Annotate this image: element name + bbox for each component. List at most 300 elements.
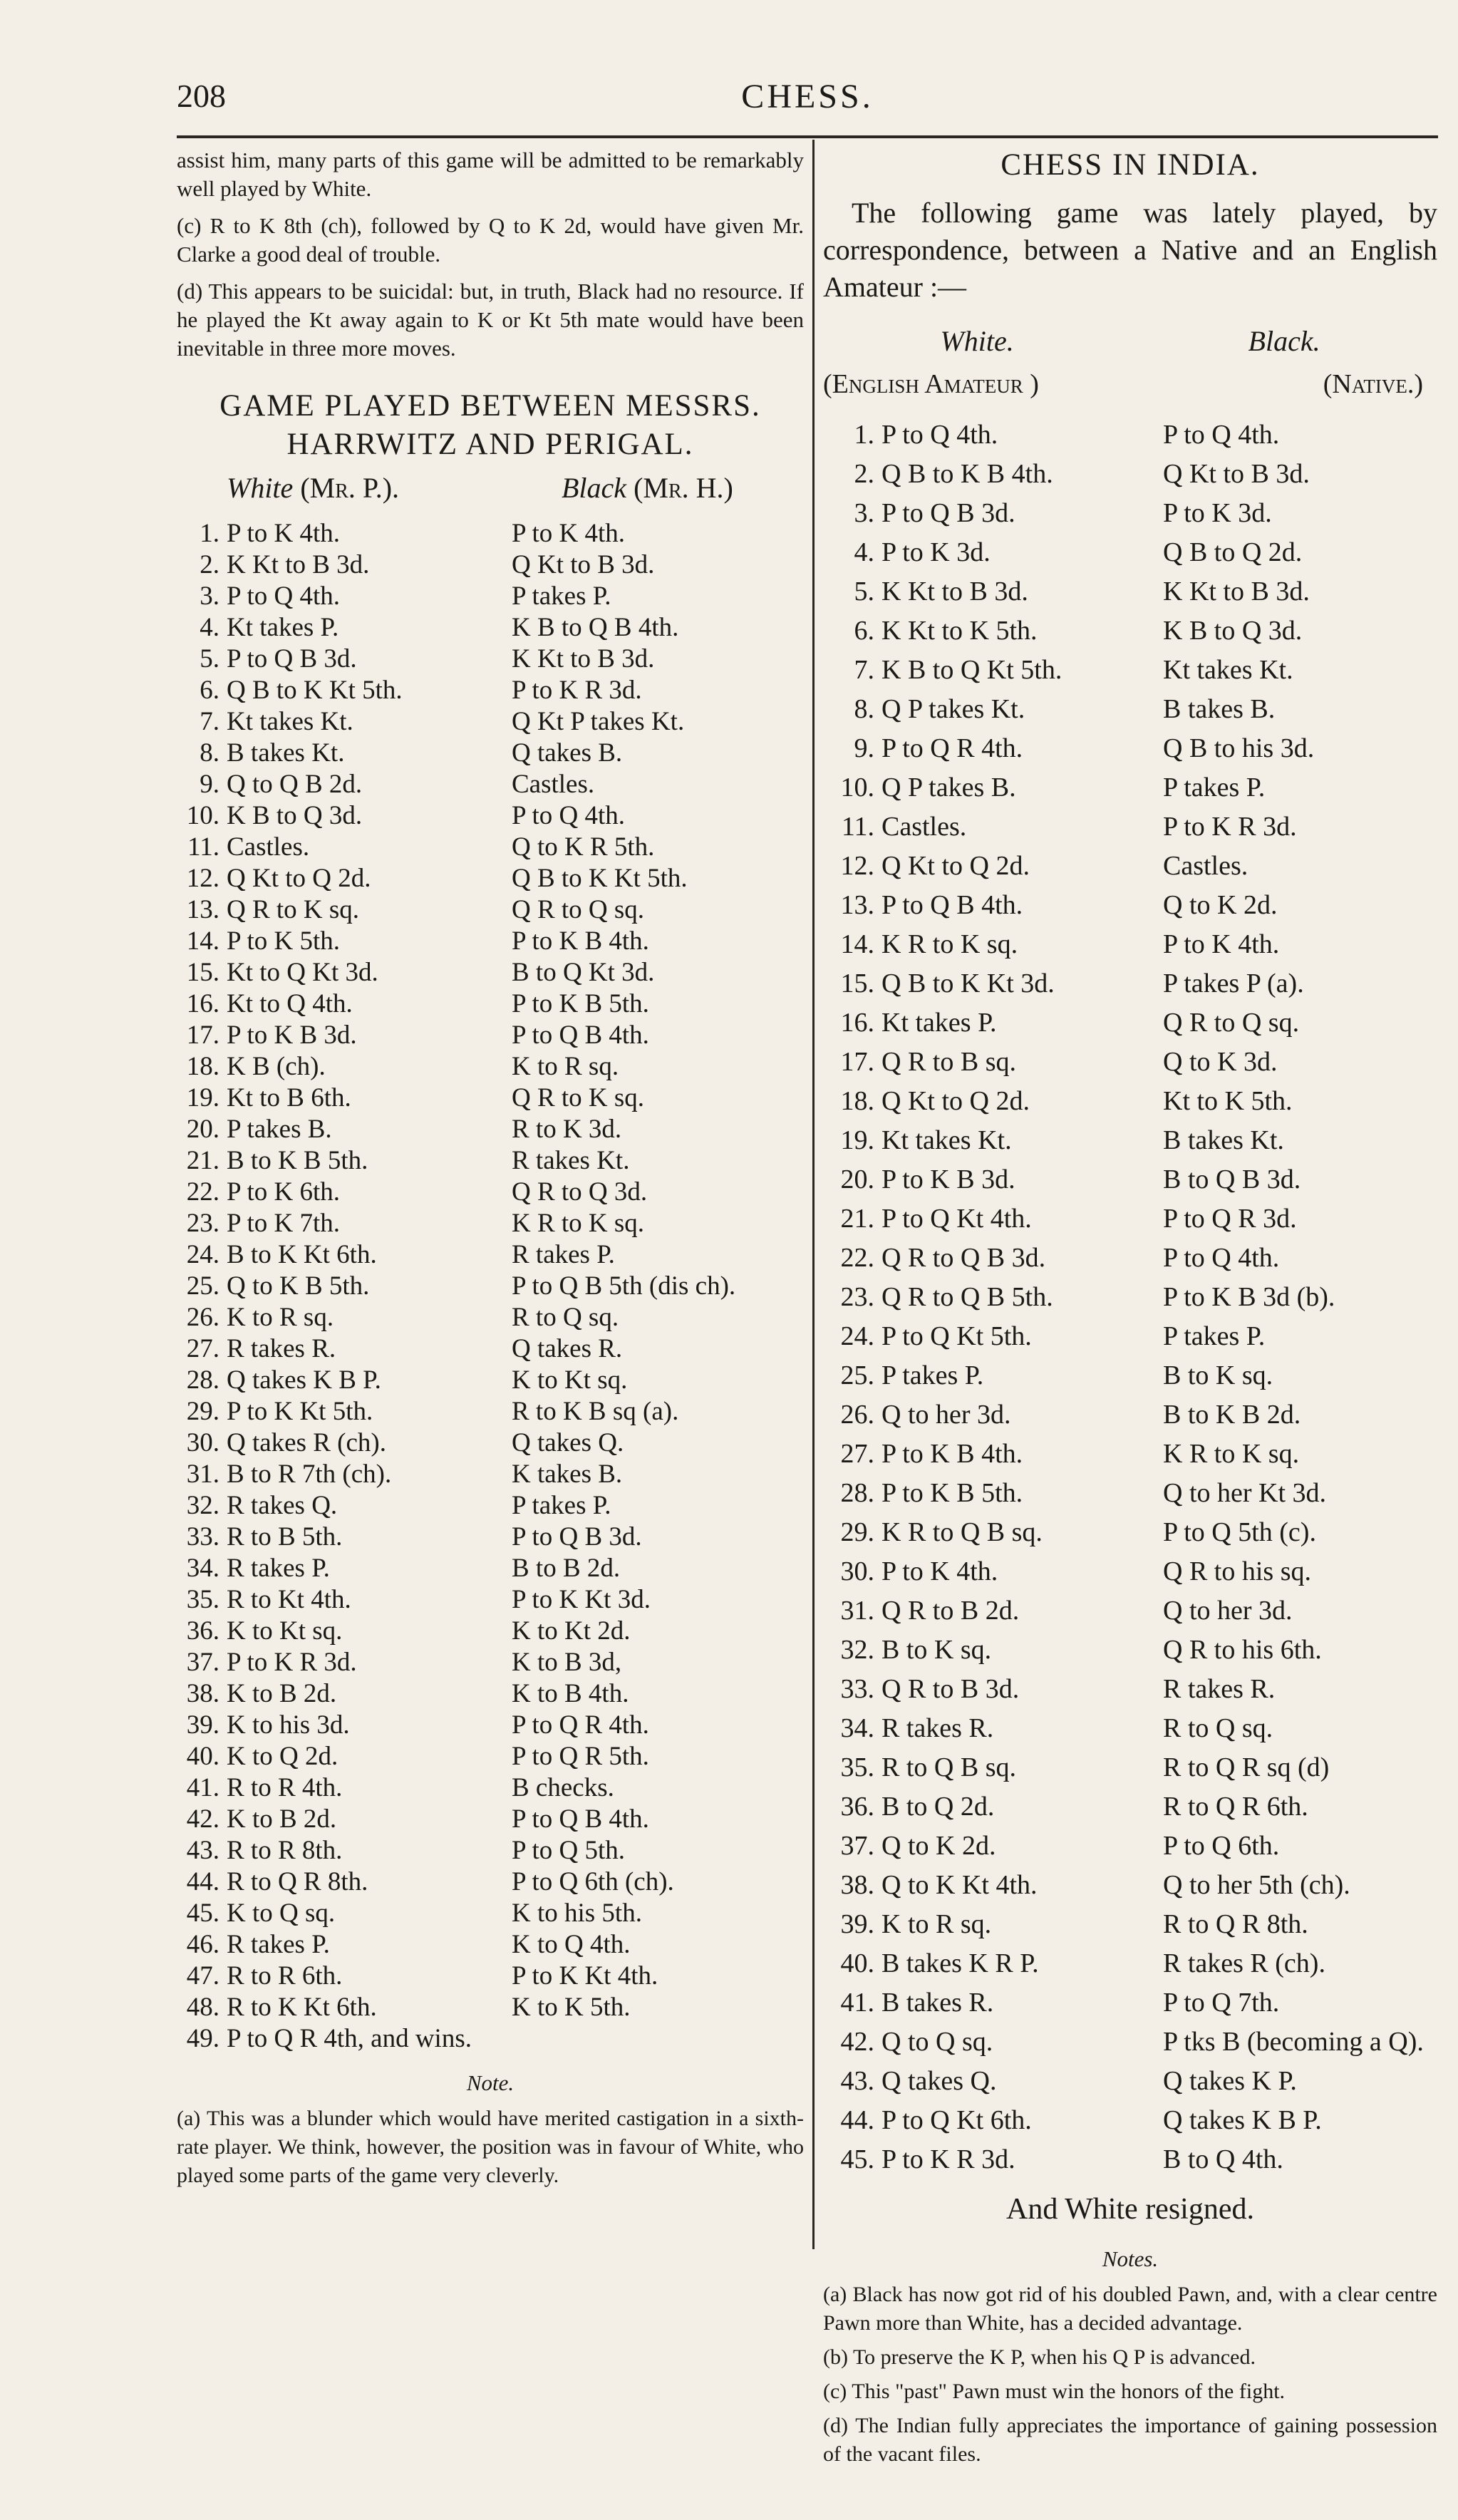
black-move: R to Q sq. <box>512 1303 619 1332</box>
move-number: 18. <box>840 1086 874 1116</box>
black-move: P to K R 3d. <box>1163 812 1297 842</box>
white-move: Q Kt to Q 2d. <box>881 851 1030 881</box>
white-move: Kt to Q Kt 3d. <box>227 958 378 987</box>
note-b: (b) To preserve the K P, when his Q P is advanced. <box>823 2345 1256 2369</box>
move-row <box>823 1003 1437 1043</box>
move-row <box>177 1396 804 1427</box>
white-move: Castles. <box>881 812 967 842</box>
move-number: 43. <box>840 2066 874 2096</box>
move-number: 22. <box>186 1177 219 1207</box>
move-number: 11. <box>187 832 219 862</box>
white-move: R takes P. <box>227 1930 330 1959</box>
move-row <box>177 863 804 894</box>
black-move: P to Q R 3d. <box>1163 1204 1297 1234</box>
move-number: 3. <box>854 498 874 528</box>
move-number: 17. <box>186 1021 219 1050</box>
white-move: Kt takes P. <box>227 613 339 642</box>
move-number: 40. <box>840 1948 874 1978</box>
move-row <box>823 1709 1437 1748</box>
black-move: K R to K sq. <box>512 1209 645 1238</box>
white-move: Q takes K B P. <box>227 1365 381 1395</box>
note-a: (a) Black has now got rid of his doubled Pawn, and, with a clear centre Pawn more than White, has a decided advantage. <box>823 2283 1437 2335</box>
move-row <box>177 549 804 581</box>
page-number: 208 <box>177 78 226 114</box>
white-move: B takes K R P. <box>881 1948 1039 1978</box>
move-number: 4. <box>200 613 219 642</box>
black-move: Q to K 2d. <box>1163 890 1278 920</box>
move-row <box>177 1992 804 2023</box>
move-number: 28. <box>840 1478 874 1508</box>
move-number: 16. <box>186 989 219 1018</box>
final-move-row <box>177 2023 804 2055</box>
move-number: 31. <box>840 1596 874 1626</box>
black-move: K to R sq. <box>512 1052 619 1081</box>
black-move: B to K B 2d. <box>1163 1400 1301 1430</box>
move-number: 42. <box>186 1804 219 1834</box>
black-move: P to K 3d. <box>1163 498 1272 528</box>
black-move: Q to K R 5th. <box>512 832 655 862</box>
white-move: P to K 7th. <box>227 1209 340 1238</box>
black-move: K to Kt 2d. <box>512 1616 631 1646</box>
black-move: P to Q 4th. <box>1163 1243 1280 1273</box>
white-label: White <box>227 472 294 504</box>
black-move: R to Q R 8th. <box>1163 1909 1308 1939</box>
black-move: R takes Kt. <box>512 1146 630 1175</box>
black-move: P to Q 6th (ch). <box>512 1867 674 1896</box>
move-number: 29. <box>186 1397 219 1426</box>
white-move: R to R 8th. <box>227 1836 343 1865</box>
move-row <box>823 1827 1437 1866</box>
white-move: Q takes R (ch). <box>227 1428 386 1457</box>
move-number: 14. <box>186 926 219 956</box>
black-move: P takes P. <box>512 1491 611 1520</box>
move-row <box>823 925 1437 964</box>
note-text: (a) This was a blunder which would have merited castigation in a sixth-rate player. We think, however, the position was in favour of White, who played some parts of the game very cleverly. <box>177 2107 804 2187</box>
black-move: Q Kt P takes Kt. <box>512 707 685 736</box>
move-number: 9. <box>854 733 874 763</box>
white-move: K B to Q 3d. <box>227 801 363 830</box>
black-move: P takes P. <box>512 582 611 611</box>
move-row <box>177 1741 804 1772</box>
move-number: 2. <box>854 459 874 489</box>
white-move: Kt takes P. <box>881 1008 997 1038</box>
move-row <box>823 572 1437 611</box>
black-move: P takes P. <box>1163 773 1266 802</box>
black-move: K Kt to B 3d. <box>1163 577 1310 606</box>
move-number: 38. <box>840 1870 874 1900</box>
move-row <box>177 832 804 863</box>
black-move: P to Q 5th (c). <box>1163 1517 1316 1547</box>
move-row <box>823 1513 1437 1552</box>
black-move: P to K 4th. <box>512 519 625 548</box>
move-number: 36. <box>840 1792 874 1822</box>
black-move: R to Q R sq (d) <box>1163 1752 1330 1782</box>
black-move: P takes P. <box>1163 1321 1266 1351</box>
move-number: 20. <box>186 1115 219 1144</box>
black-move: P to K B 5th. <box>512 989 649 1018</box>
black-move: P to Q R 5th. <box>512 1742 649 1771</box>
black-move: K takes B. <box>512 1460 623 1489</box>
running-title: CHESS. <box>741 78 874 115</box>
black-move: P to Q 6th. <box>1163 1831 1280 1861</box>
move-number: 24. <box>186 1240 219 1269</box>
game-title-line1: GAME PLAYED BETWEEN MESSRS. <box>219 389 761 423</box>
move-number: 34. <box>840 1713 874 1743</box>
white-move: B to K B 5th. <box>227 1146 368 1175</box>
black-move: Q B to his 3d. <box>1163 733 1315 763</box>
move-number: 37. <box>840 1831 874 1861</box>
white-move: K to Q 2d. <box>227 1742 338 1771</box>
black-move: K to Kt sq. <box>512 1365 628 1395</box>
move-list-left <box>177 518 804 2023</box>
move-row <box>177 1459 804 1490</box>
black-move: Q Kt to B 3d. <box>1163 459 1310 489</box>
move-number: 15. <box>186 958 219 987</box>
black-move: P to Q 5th. <box>512 1836 625 1865</box>
black-move: Kt takes Kt. <box>1163 655 1293 685</box>
white-move: P to K 6th. <box>227 1177 340 1207</box>
move-row <box>823 690 1437 729</box>
black-move: P to K B 4th. <box>512 926 649 956</box>
white-move: Q R to B 3d. <box>881 1674 1020 1704</box>
move-row <box>823 768 1437 807</box>
move-number: 35. <box>840 1752 874 1782</box>
move-number: 44. <box>186 1867 219 1896</box>
move-number: 12. <box>840 851 874 881</box>
white-move: Q P takes B. <box>881 773 1016 802</box>
black-move: B to Q B 3d. <box>1163 1165 1301 1194</box>
move-row <box>823 415 1437 455</box>
white-move: Q Kt to Q 2d. <box>881 1086 1030 1116</box>
move-row <box>823 1395 1437 1435</box>
move-number: 24. <box>840 1321 874 1351</box>
move-row <box>823 1905 1437 1944</box>
white-move: B to R 7th (ch). <box>227 1460 392 1489</box>
move-number: 47. <box>186 1961 219 1990</box>
white-move: Q R to Q B 3d. <box>881 1243 1046 1273</box>
move-number: 41. <box>186 1773 219 1802</box>
move-row <box>177 1051 804 1083</box>
column-divider <box>812 140 815 2249</box>
white-move: K to Q sq. <box>227 1899 336 1928</box>
move-row <box>177 1772 804 1804</box>
move-row <box>177 1898 804 1929</box>
move-row <box>823 1983 1437 2023</box>
move-row <box>823 1435 1437 1474</box>
black-move: Q B to Q 2d. <box>1163 537 1303 567</box>
move-row <box>823 1944 1437 1983</box>
continued-note-c: (c) R to K 8th (ch), followed by Q to K 2d, would have given Mr. Clarke a good deal of trouble. <box>177 213 804 267</box>
move-row <box>823 2023 1437 2062</box>
move-number: 8. <box>200 738 219 768</box>
white-move: P to Q Kt 5th. <box>881 1321 1032 1351</box>
white-move: P to Q R 4th. <box>881 733 1023 763</box>
black-move: R to K 3d. <box>512 1115 622 1144</box>
black-move: R to Q R 6th. <box>1163 1792 1308 1822</box>
note-d: (d) The Indian fully appreciates the importance of gaining possession of the vacant files. <box>823 2414 1437 2466</box>
move-number: 9. <box>200 770 219 799</box>
move-row <box>177 1866 804 1898</box>
move-row <box>177 1427 804 1459</box>
white-player: (English Amateur ) <box>823 369 1039 399</box>
move-row <box>823 1474 1437 1513</box>
white-label: White. <box>940 325 1014 357</box>
move-number: 6. <box>200 676 219 705</box>
white-move: Q B to K Kt 3d. <box>881 969 1055 998</box>
move-number: 10. <box>186 801 219 830</box>
move-number: 21. <box>186 1146 219 1175</box>
black-move: K R to K sq. <box>1163 1439 1300 1469</box>
move-row <box>823 807 1437 847</box>
black-move: Q B to K Kt 5th. <box>512 864 688 893</box>
black-move: Q takes K B P. <box>1163 2105 1322 2135</box>
black-move: Q R to Q sq. <box>512 895 645 924</box>
white-move: P to Q B 3d. <box>881 498 1015 528</box>
white-move: Kt takes Kt. <box>227 707 353 736</box>
black-move: K to K 5th. <box>512 1993 631 2022</box>
white-move: K B (ch). <box>227 1052 326 1081</box>
move-number: 11. <box>841 812 874 842</box>
white-move: Q R to Q B 5th. <box>881 1282 1053 1312</box>
move-number: 12. <box>186 864 219 893</box>
move-number: 26. <box>186 1303 219 1332</box>
black-move: B takes B. <box>1163 694 1276 724</box>
move-number: 43. <box>186 1836 219 1865</box>
move-row <box>177 581 804 612</box>
white-move: R takes R. <box>881 1713 994 1743</box>
black-player: (Mr. H.) <box>634 472 733 504</box>
white-move: P to Q B 3d. <box>227 644 357 673</box>
move-number: 30. <box>186 1428 219 1457</box>
white-move: R takes Q. <box>227 1491 338 1520</box>
black-move: Q takes Q. <box>512 1428 624 1457</box>
white-move: Q takes Q. <box>881 2066 997 2096</box>
black-move: P to K B 3d (b). <box>1163 1282 1335 1312</box>
black-move: R takes P. <box>512 1240 615 1269</box>
move-row <box>177 675 804 706</box>
white-move: P to K 3d. <box>881 537 991 567</box>
move-row <box>823 1317 1437 1356</box>
move-number: 8. <box>854 694 874 724</box>
move-number: 35. <box>186 1585 219 1614</box>
white-move: B to K sq. <box>881 1635 992 1665</box>
move-number: 36. <box>186 1616 219 1646</box>
move-number: 41. <box>840 1988 874 2018</box>
white-move: B takes R. <box>881 1988 994 2018</box>
india-title: CHESS IN INDIA. <box>1001 148 1260 182</box>
move-row <box>823 1121 1437 1160</box>
white-move: Kt to Q 4th. <box>227 989 353 1018</box>
black-move: P to Q B 5th (dis ch). <box>512 1271 736 1301</box>
black-move: K to Q 4th. <box>512 1930 631 1959</box>
white-move: Q to her 3d. <box>881 1400 1011 1430</box>
white-move: P to K Kt 5th. <box>227 1397 373 1426</box>
black-move: Q R to his sq. <box>1163 1556 1311 1586</box>
final-move: P to Q R 4th, and wins. <box>227 2024 472 2053</box>
move-number: 7. <box>854 655 874 685</box>
move-row <box>177 1114 804 1145</box>
black-move: R takes R (ch). <box>1163 1948 1325 1978</box>
move-number: 42. <box>840 2027 874 2057</box>
move-row <box>177 706 804 738</box>
move-number: 23. <box>840 1282 874 1312</box>
black-move: B to Q 4th. <box>1163 2144 1283 2174</box>
move-row <box>823 964 1437 1003</box>
move-number: 27. <box>186 1334 219 1363</box>
move-row <box>177 1678 804 1710</box>
move-number: 4. <box>854 537 874 567</box>
black-move: Q R to Q sq. <box>1163 1008 1300 1038</box>
black-move: P to K 4th. <box>1163 929 1280 959</box>
move-row <box>177 1271 804 1302</box>
move-row <box>823 455 1437 494</box>
side-labels <box>823 320 1437 363</box>
black-move: Q takes R. <box>512 1334 623 1363</box>
white-move: K to R sq. <box>881 1909 992 1939</box>
white-move: P to K R 3d. <box>227 1648 357 1677</box>
white-move: Q R to K sq. <box>227 895 360 924</box>
black-move: K B to Q 3d. <box>1163 616 1303 646</box>
black-move: Q to her 5th (ch). <box>1163 1870 1350 1900</box>
black-move: B to K sq. <box>1163 1360 1273 1390</box>
move-row <box>823 2062 1437 2101</box>
white-move: K to B 2d. <box>227 1679 337 1708</box>
move-row <box>177 769 804 800</box>
white-move: R to Kt 4th. <box>227 1585 351 1614</box>
move-row <box>823 1239 1437 1278</box>
move-row <box>177 926 804 957</box>
move-number: 38. <box>186 1679 219 1708</box>
move-row <box>823 1866 1437 1905</box>
players-header <box>177 468 804 508</box>
move-row <box>823 494 1437 533</box>
move-row <box>823 611 1437 651</box>
white-move: R to R 6th. <box>227 1961 343 1990</box>
note-c: (c) This "past" Pawn must win the honors of the fight. <box>823 2380 1286 2403</box>
white-move: K to Kt sq. <box>227 1616 343 1646</box>
move-row <box>177 1177 804 1208</box>
move-number: 13. <box>840 890 874 920</box>
white-move: R to B 5th. <box>227 1522 343 1551</box>
white-move: K Kt to K 5th. <box>881 616 1038 646</box>
move-number: 14. <box>840 929 874 959</box>
move-row <box>823 533 1437 572</box>
white-move: P takes P. <box>881 1360 984 1390</box>
move-number: 33. <box>186 1522 219 1551</box>
white-move: K Kt to B 3d. <box>227 550 370 579</box>
black-move: Q to K 3d. <box>1163 1047 1278 1077</box>
black-move: Q R to his 6th. <box>1163 1635 1322 1665</box>
move-number: 19. <box>840 1125 874 1155</box>
white-move: R to Q B sq. <box>881 1752 1016 1782</box>
move-number: 1. <box>200 519 219 548</box>
move-row <box>823 847 1437 886</box>
black-label: Black <box>562 472 627 504</box>
black-move: P to Q B 3d. <box>512 1522 642 1551</box>
black-move: Q takes B. <box>512 738 623 768</box>
white-move: P to Q Kt 4th. <box>881 1204 1032 1234</box>
black-move: P to Q R 4th. <box>512 1710 649 1740</box>
white-move: P to K R 3d. <box>881 2144 1015 2174</box>
black-move: R to K B sq (a). <box>512 1397 679 1426</box>
move-number: 15. <box>840 969 874 998</box>
move-row <box>177 1365 804 1396</box>
move-number: 32. <box>186 1491 219 1520</box>
white-move: B to K Kt 6th. <box>227 1240 377 1269</box>
white-move: P to K B 4th. <box>881 1439 1023 1469</box>
move-list-right <box>823 415 1437 2179</box>
move-row <box>823 1199 1437 1239</box>
white-move: P takes B. <box>227 1115 332 1144</box>
black-move: K Kt to B 3d. <box>512 644 655 673</box>
move-number: 5. <box>854 577 874 606</box>
white-move: R to R 4th. <box>227 1773 343 1802</box>
white-move: P to Q B 4th. <box>881 890 1023 920</box>
black-move: P to K R 3d. <box>512 676 642 705</box>
move-number: 26. <box>840 1400 874 1430</box>
move-row <box>177 1239 804 1271</box>
white-move: Q to Q B 2d. <box>227 770 363 799</box>
white-move: Q to Q sq. <box>881 2027 993 2057</box>
white-move: K to B 2d. <box>227 1804 337 1834</box>
move-row <box>823 886 1437 925</box>
black-move: P to Q B 4th. <box>512 1021 649 1050</box>
move-number: 5. <box>200 644 219 673</box>
move-number: 3. <box>200 582 219 611</box>
header-rule <box>177 135 1438 138</box>
move-row <box>177 1961 804 1992</box>
black-move: P to K Kt 3d. <box>512 1585 651 1614</box>
move-number: 39. <box>186 1710 219 1740</box>
running-head <box>177 77 1438 127</box>
white-move: Q R to B sq. <box>881 1047 1016 1077</box>
notes-heading: Notes. <box>1102 2246 1159 2271</box>
white-move: B to Q 2d. <box>881 1792 995 1822</box>
move-number: 40. <box>186 1742 219 1771</box>
move-row <box>823 1043 1437 1082</box>
move-row <box>177 988 804 1020</box>
move-row <box>177 1616 804 1647</box>
white-move: Q B to K B 4th. <box>881 459 1053 489</box>
move-row <box>823 1160 1437 1199</box>
black-move: P to K Kt 4th. <box>512 1961 658 1990</box>
move-number: 1. <box>854 420 874 450</box>
white-move: K Kt to B 3d. <box>881 577 1028 606</box>
move-row <box>177 800 804 832</box>
move-row <box>177 894 804 926</box>
white-move: R to Q R 8th. <box>227 1867 368 1896</box>
white-move: Castles. <box>227 832 310 862</box>
move-number: 13. <box>186 895 219 924</box>
white-move: P to Q Kt 6th. <box>881 2105 1032 2135</box>
black-move: K to B 3d, <box>512 1648 622 1677</box>
move-row <box>177 1020 804 1051</box>
left-column <box>177 146 804 2196</box>
black-move: K to B 4th. <box>512 1679 629 1708</box>
white-move: Q R to B 2d. <box>881 1596 1020 1626</box>
move-number: 27. <box>840 1439 874 1469</box>
white-move: Q to K 2d. <box>881 1831 996 1861</box>
black-move: B takes Kt. <box>1163 1125 1284 1155</box>
black-move: Q R to Q 3d. <box>512 1177 648 1207</box>
black-move: Q to her 3d. <box>1163 1596 1293 1626</box>
black-move: P takes P (a). <box>1163 969 1304 998</box>
note-heading: Note. <box>466 2070 515 2095</box>
move-row <box>177 1835 804 1866</box>
black-move: R takes R. <box>1163 1674 1276 1704</box>
move-row <box>823 2140 1437 2179</box>
move-row <box>177 1647 804 1678</box>
